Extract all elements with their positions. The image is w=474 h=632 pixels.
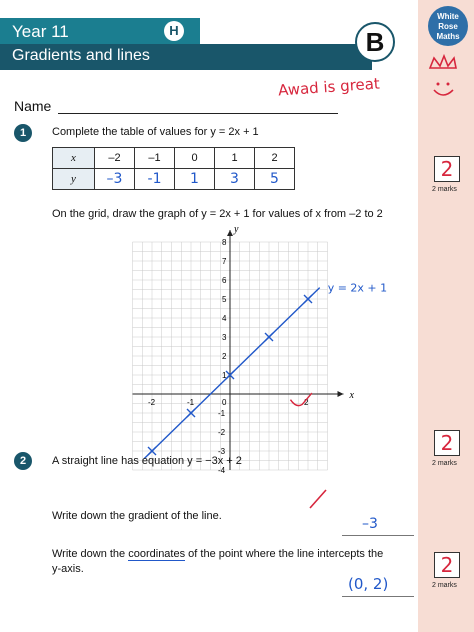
table-cell-x: 0 xyxy=(175,148,215,169)
name-label: Name xyxy=(14,98,52,114)
table-cell-y[interactable]: 5 xyxy=(255,169,295,190)
part-b-keyword: coordinates xyxy=(128,548,186,560)
question-2-statement: A straight line has equation y = −3x + 2 xyxy=(52,455,242,467)
x-tick-label: -2 xyxy=(148,398,156,407)
table-row-x xyxy=(53,148,295,169)
x-tick-label: 0 xyxy=(222,398,227,407)
answer-intercept[interactable]: (0, 2) xyxy=(348,575,389,593)
y-tick-label: 1 xyxy=(222,371,227,380)
table-header-y: y xyxy=(53,169,95,190)
table-cell-y[interactable]: 1 xyxy=(175,169,215,190)
question-1-instruction: Complete the table of values for y = 2x + 1 xyxy=(52,126,259,138)
year-label: Year 11 xyxy=(12,22,69,41)
red-tick-icon xyxy=(306,486,330,514)
y-tick-label: -1 xyxy=(218,409,226,418)
graph-instruction: On the grid, draw the graph of y = 2x + 1 for values of x from –2 to 2 xyxy=(52,208,383,220)
table-of-values xyxy=(52,147,295,190)
y-tick-label: 4 xyxy=(222,314,227,323)
part-b-text: y-axis. xyxy=(52,563,84,575)
table-cell-y[interactable]: 3 xyxy=(215,169,255,190)
table-cell-y[interactable]: –3 xyxy=(95,169,135,190)
table-header-x: x xyxy=(53,148,95,169)
mark-box-graph xyxy=(434,430,460,456)
y-tick-label: -3 xyxy=(218,447,226,456)
part-b-text: of the point where the line intercepts the xyxy=(188,548,384,560)
answer-gradient[interactable]: –3 xyxy=(362,516,378,532)
mark-box-table xyxy=(434,156,460,182)
question-2-number: 2 xyxy=(14,452,32,470)
y-axis-arrow-icon xyxy=(227,230,233,236)
y-tick-label: 2 xyxy=(222,352,227,361)
x-axis-arrow-icon xyxy=(338,391,344,397)
question-2-part-a: Write down the gradient of the line. xyxy=(52,510,222,522)
table-cell-x: 2 xyxy=(255,148,295,169)
x-tick-label: 2 xyxy=(304,398,309,407)
y-tick-label: 7 xyxy=(222,257,227,266)
y-tick-label: -4 xyxy=(218,466,226,475)
answer-line-b xyxy=(342,596,414,597)
teacher-feedback: Awad is great xyxy=(277,74,381,100)
logo-line-3: Maths xyxy=(436,32,460,41)
answer-line-a xyxy=(342,535,414,536)
logo-line-1: White xyxy=(437,12,459,21)
y-tick-label: 3 xyxy=(222,333,227,342)
level-badge: B xyxy=(355,22,395,62)
question-2-part-b xyxy=(52,548,383,560)
marks-label: 2 marks xyxy=(432,460,457,467)
table-cell-x: –1 xyxy=(135,148,175,169)
table-cell-x: 1 xyxy=(215,148,255,169)
marks-label: 2 marks xyxy=(432,186,457,193)
logo-line-2: Rose xyxy=(438,22,458,31)
table-row-y xyxy=(53,169,295,190)
table-cell-y[interactable]: -1 xyxy=(135,169,175,190)
white-rose-logo xyxy=(428,6,468,46)
name-field[interactable] xyxy=(58,113,338,114)
tier-badge: H xyxy=(164,21,184,41)
y-axis-label: y xyxy=(234,224,239,235)
y-tick-label: 5 xyxy=(222,295,227,304)
table-cell-x: –2 xyxy=(95,148,135,169)
part-b-text: Write down the xyxy=(52,548,126,560)
y-tick-label: -2 xyxy=(218,428,226,437)
y-tick-label: 8 xyxy=(222,238,227,247)
question-1-number: 1 xyxy=(14,124,32,142)
x-axis-label: x xyxy=(349,390,354,401)
crown-smiley-doodle-icon xyxy=(426,54,460,104)
mark-awarded: 2 xyxy=(440,431,454,455)
mark-awarded: 2 xyxy=(440,553,454,577)
marks-label: 2 marks xyxy=(432,582,457,589)
mark-box-q2 xyxy=(434,552,460,578)
y-tick-label: 6 xyxy=(222,276,227,285)
series-line-label: y = 2x + 1 xyxy=(327,281,388,295)
header-band xyxy=(0,0,474,84)
x-tick-label: -1 xyxy=(187,398,195,407)
coordinate-grid[interactable] xyxy=(120,224,420,475)
mark-awarded: 2 xyxy=(440,157,454,181)
worksheet-title: Gradients and lines xyxy=(12,47,150,64)
